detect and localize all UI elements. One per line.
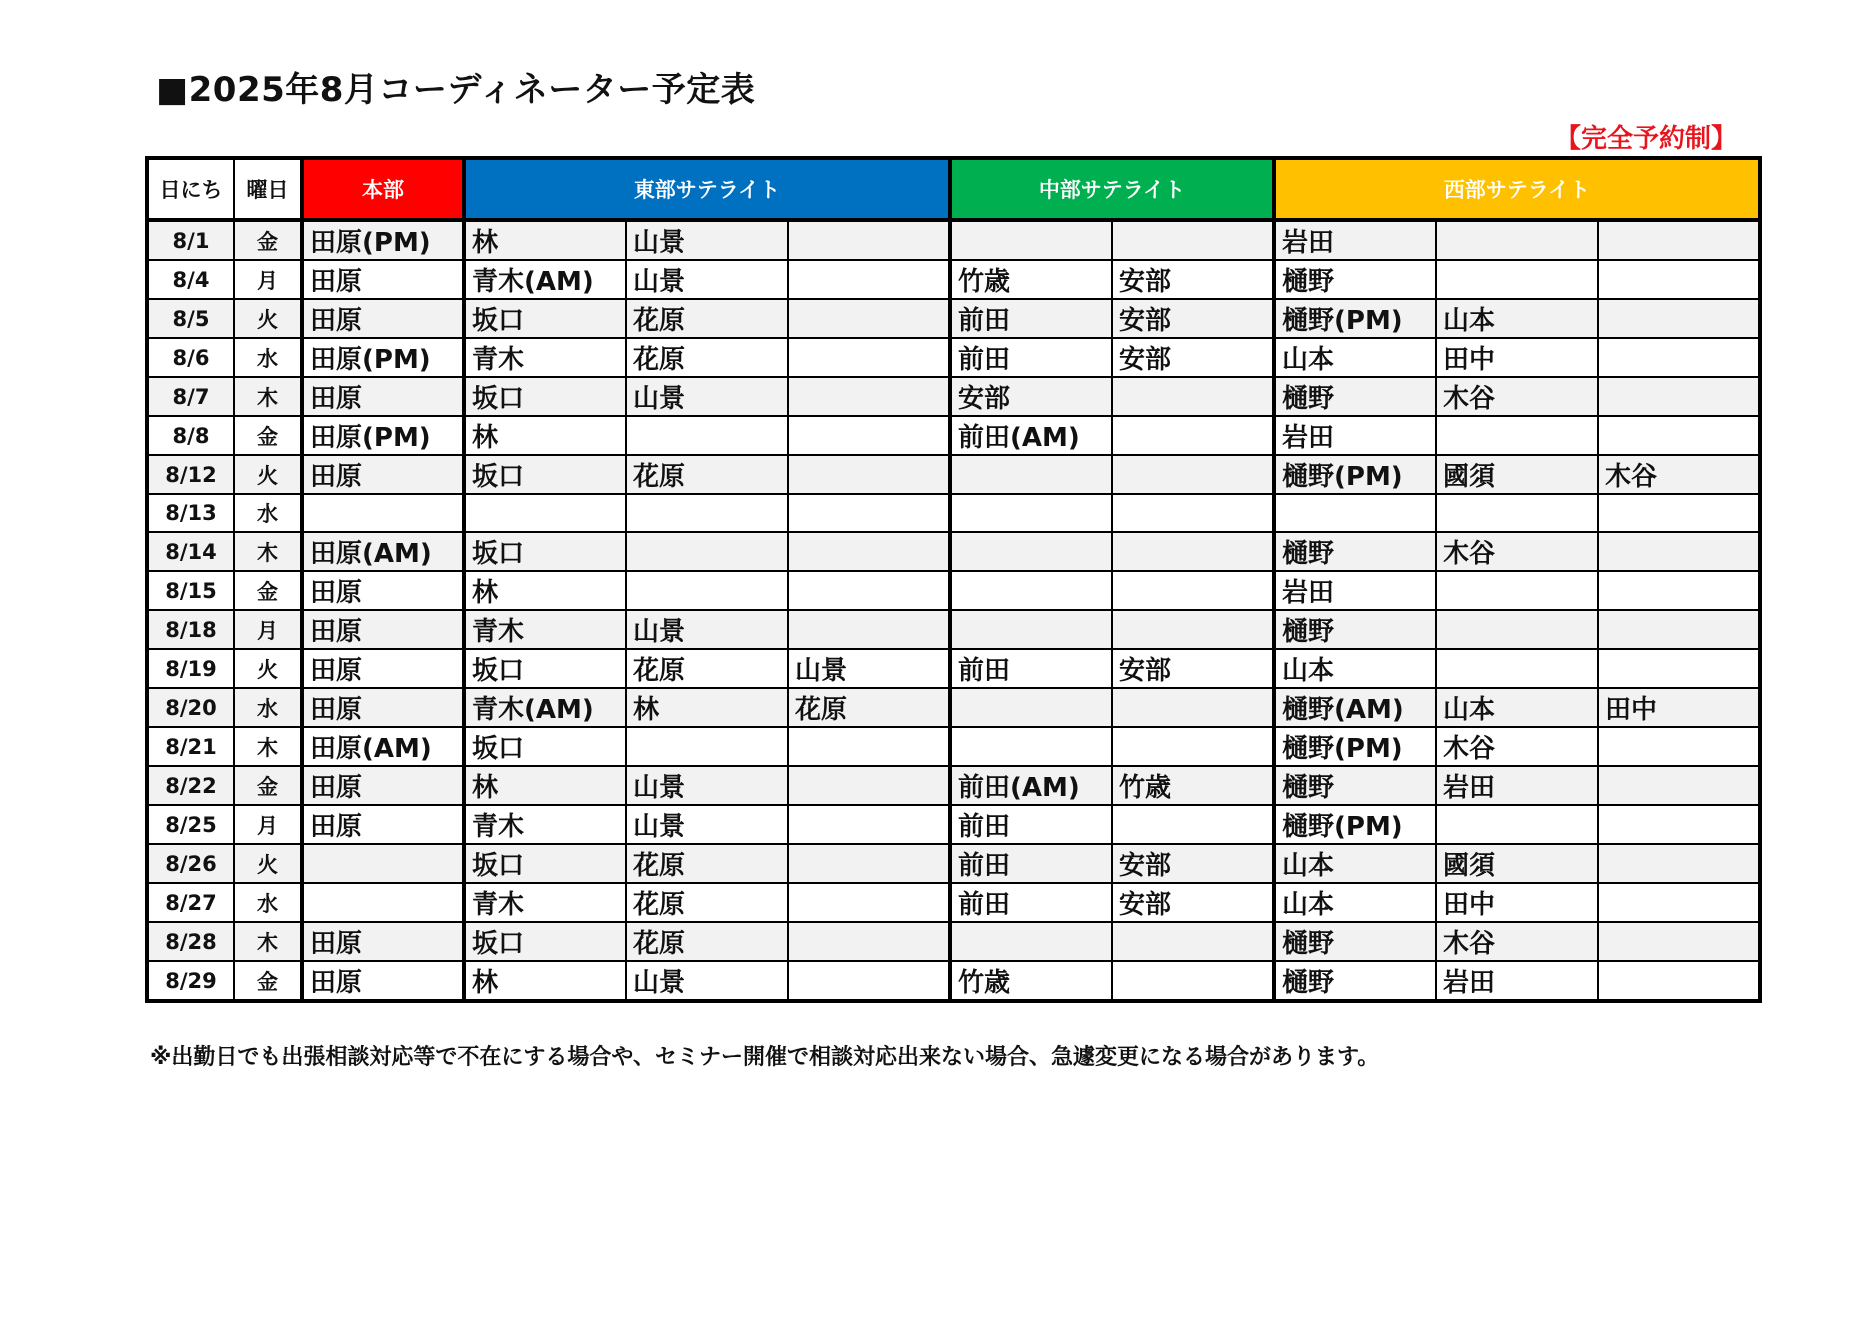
day-of-week-cell: 金 bbox=[234, 416, 302, 455]
east-staff-cell: 林 bbox=[464, 766, 626, 805]
central-staff-cell: 安部 bbox=[1112, 260, 1274, 299]
schedule-table bbox=[145, 156, 1762, 1003]
west-staff-cell bbox=[1436, 494, 1598, 532]
table-row bbox=[147, 338, 1760, 377]
west-staff-cell: 樋野 bbox=[1274, 377, 1436, 416]
central-staff-cell bbox=[1112, 416, 1274, 455]
central-staff-cell bbox=[950, 610, 1112, 649]
table-row bbox=[147, 571, 1760, 610]
west-staff-cell bbox=[1598, 961, 1760, 1001]
day-of-week-cell: 水 bbox=[234, 494, 302, 532]
central-staff-cell: 竹歳 bbox=[1112, 766, 1274, 805]
hq-staff-cell: 田原 bbox=[302, 922, 464, 961]
table-row bbox=[147, 532, 1760, 571]
west-staff-cell bbox=[1598, 220, 1760, 260]
west-staff-cell: 樋野(PM) bbox=[1274, 727, 1436, 766]
east-staff-cell bbox=[788, 494, 950, 532]
east-staff-cell: 坂口 bbox=[464, 455, 626, 494]
hq-staff-cell: 田原(AM) bbox=[302, 727, 464, 766]
west-staff-cell bbox=[1598, 338, 1760, 377]
east-staff-cell bbox=[626, 416, 788, 455]
header-day-of-week: 曜日 bbox=[234, 158, 302, 220]
day-of-week-cell: 木 bbox=[234, 377, 302, 416]
west-staff-cell: 山本 bbox=[1274, 883, 1436, 922]
header-east-satellite: 東部サテライト bbox=[464, 158, 950, 220]
central-staff-cell bbox=[950, 455, 1112, 494]
central-staff-cell bbox=[1112, 805, 1274, 844]
west-staff-cell bbox=[1598, 610, 1760, 649]
west-staff-cell: 山本 bbox=[1274, 844, 1436, 883]
central-staff-cell bbox=[1112, 727, 1274, 766]
central-staff-cell: 前田(AM) bbox=[950, 766, 1112, 805]
table-row bbox=[147, 883, 1760, 922]
table-row bbox=[147, 649, 1760, 688]
east-staff-cell: 花原 bbox=[626, 844, 788, 883]
hq-staff-cell: 田原 bbox=[302, 805, 464, 844]
east-staff-cell: 青木 bbox=[464, 610, 626, 649]
west-staff-cell: 木谷 bbox=[1436, 727, 1598, 766]
east-staff-cell bbox=[788, 610, 950, 649]
central-staff-cell bbox=[1112, 220, 1274, 260]
east-staff-cell: 坂口 bbox=[464, 377, 626, 416]
east-staff-cell: 山景 bbox=[788, 649, 950, 688]
date-cell: 8/19 bbox=[147, 649, 234, 688]
east-staff-cell: 花原 bbox=[626, 649, 788, 688]
hq-staff-cell: 田原 bbox=[302, 649, 464, 688]
hq-staff-cell: 田原 bbox=[302, 455, 464, 494]
day-of-week-cell: 木 bbox=[234, 922, 302, 961]
central-staff-cell: 安部 bbox=[1112, 299, 1274, 338]
central-staff-cell: 前田(AM) bbox=[950, 416, 1112, 455]
central-staff-cell: 安部 bbox=[1112, 649, 1274, 688]
date-cell: 8/25 bbox=[147, 805, 234, 844]
central-staff-cell: 前田 bbox=[950, 805, 1112, 844]
hq-staff-cell: 田原 bbox=[302, 377, 464, 416]
east-staff-cell bbox=[788, 727, 950, 766]
central-staff-cell bbox=[1112, 610, 1274, 649]
west-staff-cell bbox=[1598, 922, 1760, 961]
schedule-body bbox=[147, 220, 1760, 1001]
west-staff-cell: 田中 bbox=[1436, 883, 1598, 922]
east-staff-cell bbox=[788, 377, 950, 416]
table-row bbox=[147, 766, 1760, 805]
east-staff-cell: 林 bbox=[464, 571, 626, 610]
date-cell: 8/27 bbox=[147, 883, 234, 922]
west-staff-cell bbox=[1436, 649, 1598, 688]
day-of-week-cell: 金 bbox=[234, 220, 302, 260]
east-staff-cell: 山景 bbox=[626, 610, 788, 649]
header-headquarters: 本部 bbox=[302, 158, 464, 220]
east-staff-cell: 花原 bbox=[788, 688, 950, 727]
hq-staff-cell bbox=[302, 844, 464, 883]
east-staff-cell: 坂口 bbox=[464, 727, 626, 766]
day-of-week-cell: 水 bbox=[234, 338, 302, 377]
central-staff-cell bbox=[950, 532, 1112, 571]
west-staff-cell bbox=[1598, 571, 1760, 610]
central-staff-cell: 前田 bbox=[950, 299, 1112, 338]
footnote: ※出勤日でも出張相談対応等で不在にする場合や、セミナー開催で相談対応出来ない場合、急遽変更になる場合があります。 bbox=[150, 1045, 1380, 1070]
west-staff-cell: 木谷 bbox=[1436, 532, 1598, 571]
east-staff-cell: 林 bbox=[626, 688, 788, 727]
central-staff-cell bbox=[950, 727, 1112, 766]
east-staff-cell bbox=[788, 844, 950, 883]
west-staff-cell bbox=[1274, 494, 1436, 532]
table-row bbox=[147, 455, 1760, 494]
east-staff-cell bbox=[626, 494, 788, 532]
day-of-week-cell: 木 bbox=[234, 727, 302, 766]
day-of-week-cell: 金 bbox=[234, 961, 302, 1001]
day-of-week-cell: 火 bbox=[234, 844, 302, 883]
header-west-satellite: 西部サテライト bbox=[1274, 158, 1760, 220]
west-staff-cell bbox=[1598, 727, 1760, 766]
day-of-week-cell: 木 bbox=[234, 532, 302, 571]
date-cell: 8/12 bbox=[147, 455, 234, 494]
central-staff-cell: 前田 bbox=[950, 338, 1112, 377]
east-staff-cell bbox=[788, 922, 950, 961]
day-of-week-cell: 火 bbox=[234, 455, 302, 494]
west-staff-cell: 木谷 bbox=[1436, 377, 1598, 416]
east-staff-cell bbox=[788, 961, 950, 1001]
date-cell: 8/13 bbox=[147, 494, 234, 532]
east-staff-cell: 青木 bbox=[464, 338, 626, 377]
date-cell: 8/20 bbox=[147, 688, 234, 727]
east-staff-cell bbox=[788, 455, 950, 494]
east-staff-cell: 青木(AM) bbox=[464, 260, 626, 299]
date-cell: 8/15 bbox=[147, 571, 234, 610]
day-of-week-cell: 月 bbox=[234, 260, 302, 299]
west-staff-cell bbox=[1598, 766, 1760, 805]
east-staff-cell bbox=[788, 766, 950, 805]
date-cell: 8/29 bbox=[147, 961, 234, 1001]
east-staff-cell: 坂口 bbox=[464, 532, 626, 571]
table-row bbox=[147, 220, 1760, 260]
west-staff-cell bbox=[1436, 805, 1598, 844]
west-staff-cell bbox=[1598, 649, 1760, 688]
central-staff-cell bbox=[950, 922, 1112, 961]
central-staff-cell: 安部 bbox=[950, 377, 1112, 416]
west-staff-cell bbox=[1436, 220, 1598, 260]
east-staff-cell bbox=[788, 883, 950, 922]
west-staff-cell: 木谷 bbox=[1598, 455, 1760, 494]
east-staff-cell bbox=[626, 727, 788, 766]
date-cell: 8/8 bbox=[147, 416, 234, 455]
hq-staff-cell: 田原(AM) bbox=[302, 532, 464, 571]
table-row bbox=[147, 416, 1760, 455]
east-staff-cell: 山景 bbox=[626, 220, 788, 260]
central-staff-cell bbox=[1112, 494, 1274, 532]
west-staff-cell: 岩田 bbox=[1436, 961, 1598, 1001]
east-staff-cell: 花原 bbox=[626, 883, 788, 922]
day-of-week-cell: 月 bbox=[234, 805, 302, 844]
west-staff-cell bbox=[1436, 260, 1598, 299]
east-staff-cell: 山景 bbox=[626, 766, 788, 805]
east-staff-cell bbox=[788, 338, 950, 377]
hq-staff-cell: 田原(PM) bbox=[302, 220, 464, 260]
central-staff-cell: 前田 bbox=[950, 649, 1112, 688]
central-staff-cell: 安部 bbox=[1112, 844, 1274, 883]
day-of-week-cell: 火 bbox=[234, 299, 302, 338]
day-of-week-cell: 火 bbox=[234, 649, 302, 688]
central-staff-cell bbox=[1112, 532, 1274, 571]
east-staff-cell: 山景 bbox=[626, 805, 788, 844]
header-central-satellite: 中部サテライト bbox=[950, 158, 1274, 220]
west-staff-cell: 樋野 bbox=[1274, 961, 1436, 1001]
table-row bbox=[147, 494, 1760, 532]
day-of-week-cell: 水 bbox=[234, 883, 302, 922]
table-row bbox=[147, 805, 1760, 844]
reservation-notice: 【完全予約制】 bbox=[1555, 124, 1738, 154]
date-cell: 8/14 bbox=[147, 532, 234, 571]
central-staff-cell: 前田 bbox=[950, 883, 1112, 922]
west-staff-cell: 樋野 bbox=[1274, 610, 1436, 649]
table-row bbox=[147, 299, 1760, 338]
west-staff-cell: 樋野(PM) bbox=[1274, 805, 1436, 844]
east-staff-cell: 青木(AM) bbox=[464, 688, 626, 727]
west-staff-cell bbox=[1598, 532, 1760, 571]
west-staff-cell: 樋野 bbox=[1274, 532, 1436, 571]
hq-staff-cell: 田原 bbox=[302, 571, 464, 610]
central-staff-cell bbox=[1112, 377, 1274, 416]
west-staff-cell bbox=[1436, 571, 1598, 610]
west-staff-cell bbox=[1598, 260, 1760, 299]
hq-staff-cell: 田原 bbox=[302, 688, 464, 727]
central-staff-cell bbox=[1112, 961, 1274, 1001]
table-row bbox=[147, 377, 1760, 416]
date-cell: 8/6 bbox=[147, 338, 234, 377]
west-staff-cell bbox=[1436, 416, 1598, 455]
east-staff-cell bbox=[788, 805, 950, 844]
page-title: ■2025年8月コーディネーター予定表 bbox=[156, 70, 756, 110]
east-staff-cell bbox=[788, 220, 950, 260]
table-row bbox=[147, 260, 1760, 299]
west-staff-cell bbox=[1598, 416, 1760, 455]
hq-staff-cell bbox=[302, 883, 464, 922]
west-staff-cell: 樋野(AM) bbox=[1274, 688, 1436, 727]
east-staff-cell: 坂口 bbox=[464, 844, 626, 883]
west-staff-cell bbox=[1598, 377, 1760, 416]
west-staff-cell: 國須 bbox=[1436, 455, 1598, 494]
central-staff-cell bbox=[1112, 688, 1274, 727]
hq-staff-cell: 田原 bbox=[302, 299, 464, 338]
day-of-week-cell: 金 bbox=[234, 571, 302, 610]
date-cell: 8/26 bbox=[147, 844, 234, 883]
east-staff-cell: 坂口 bbox=[464, 299, 626, 338]
central-staff-cell: 竹歳 bbox=[950, 961, 1112, 1001]
central-staff-cell bbox=[950, 571, 1112, 610]
date-cell: 8/5 bbox=[147, 299, 234, 338]
east-staff-cell: 青木 bbox=[464, 805, 626, 844]
west-staff-cell: 岩田 bbox=[1274, 220, 1436, 260]
west-staff-cell: 國須 bbox=[1436, 844, 1598, 883]
central-staff-cell: 竹歳 bbox=[950, 260, 1112, 299]
hq-staff-cell: 田原(PM) bbox=[302, 338, 464, 377]
east-staff-cell: 花原 bbox=[626, 338, 788, 377]
west-staff-cell bbox=[1598, 805, 1760, 844]
hq-staff-cell: 田原 bbox=[302, 766, 464, 805]
east-staff-cell bbox=[788, 571, 950, 610]
east-staff-cell: 山景 bbox=[626, 260, 788, 299]
east-staff-cell: 坂口 bbox=[464, 649, 626, 688]
central-staff-cell: 安部 bbox=[1112, 883, 1274, 922]
west-staff-cell: 山本 bbox=[1274, 649, 1436, 688]
table-header-row bbox=[147, 158, 1760, 220]
east-staff-cell: 林 bbox=[464, 220, 626, 260]
east-staff-cell: 花原 bbox=[626, 455, 788, 494]
east-staff-cell: 花原 bbox=[626, 299, 788, 338]
west-staff-cell: 岩田 bbox=[1274, 416, 1436, 455]
table-row bbox=[147, 727, 1760, 766]
central-staff-cell bbox=[950, 220, 1112, 260]
west-staff-cell: 岩田 bbox=[1436, 766, 1598, 805]
west-staff-cell: 岩田 bbox=[1274, 571, 1436, 610]
date-cell: 8/22 bbox=[147, 766, 234, 805]
west-staff-cell: 山本 bbox=[1274, 338, 1436, 377]
date-cell: 8/18 bbox=[147, 610, 234, 649]
hq-staff-cell: 田原(PM) bbox=[302, 416, 464, 455]
east-staff-cell: 山景 bbox=[626, 377, 788, 416]
date-cell: 8/4 bbox=[147, 260, 234, 299]
hq-staff-cell bbox=[302, 494, 464, 532]
east-staff-cell bbox=[788, 532, 950, 571]
east-staff-cell bbox=[788, 416, 950, 455]
west-staff-cell: 樋野(PM) bbox=[1274, 299, 1436, 338]
west-staff-cell: 田中 bbox=[1436, 338, 1598, 377]
table-row bbox=[147, 961, 1760, 1001]
central-staff-cell bbox=[950, 688, 1112, 727]
west-staff-cell: 樋野(PM) bbox=[1274, 455, 1436, 494]
table-row bbox=[147, 844, 1760, 883]
east-staff-cell: 坂口 bbox=[464, 922, 626, 961]
west-staff-cell bbox=[1598, 299, 1760, 338]
central-staff-cell bbox=[1112, 922, 1274, 961]
central-staff-cell: 前田 bbox=[950, 844, 1112, 883]
east-staff-cell: 青木 bbox=[464, 883, 626, 922]
hq-staff-cell: 田原 bbox=[302, 610, 464, 649]
central-staff-cell bbox=[1112, 571, 1274, 610]
east-staff-cell bbox=[788, 260, 950, 299]
table-row bbox=[147, 922, 1760, 961]
east-staff-cell bbox=[626, 571, 788, 610]
west-staff-cell: 山本 bbox=[1436, 688, 1598, 727]
table-row bbox=[147, 688, 1760, 727]
east-staff-cell bbox=[788, 299, 950, 338]
west-staff-cell bbox=[1598, 844, 1760, 883]
west-staff-cell: 樋野 bbox=[1274, 766, 1436, 805]
table-row bbox=[147, 610, 1760, 649]
east-staff-cell bbox=[464, 494, 626, 532]
west-staff-cell: 木谷 bbox=[1436, 922, 1598, 961]
central-staff-cell: 安部 bbox=[1112, 338, 1274, 377]
west-staff-cell: 山本 bbox=[1436, 299, 1598, 338]
date-cell: 8/28 bbox=[147, 922, 234, 961]
day-of-week-cell: 水 bbox=[234, 688, 302, 727]
east-staff-cell bbox=[626, 532, 788, 571]
date-cell: 8/21 bbox=[147, 727, 234, 766]
west-staff-cell: 樋野 bbox=[1274, 260, 1436, 299]
day-of-week-cell: 金 bbox=[234, 766, 302, 805]
west-staff-cell bbox=[1436, 610, 1598, 649]
west-staff-cell bbox=[1598, 883, 1760, 922]
east-staff-cell: 林 bbox=[464, 961, 626, 1001]
east-staff-cell: 花原 bbox=[626, 922, 788, 961]
west-staff-cell: 樋野 bbox=[1274, 922, 1436, 961]
west-staff-cell: 田中 bbox=[1598, 688, 1760, 727]
hq-staff-cell: 田原 bbox=[302, 260, 464, 299]
east-staff-cell: 山景 bbox=[626, 961, 788, 1001]
central-staff-cell bbox=[950, 494, 1112, 532]
west-staff-cell bbox=[1598, 494, 1760, 532]
header-date: 日にち bbox=[147, 158, 234, 220]
day-of-week-cell: 月 bbox=[234, 610, 302, 649]
date-cell: 8/7 bbox=[147, 377, 234, 416]
hq-staff-cell: 田原 bbox=[302, 961, 464, 1001]
date-cell: 8/1 bbox=[147, 220, 234, 260]
east-staff-cell: 林 bbox=[464, 416, 626, 455]
central-staff-cell bbox=[1112, 455, 1274, 494]
